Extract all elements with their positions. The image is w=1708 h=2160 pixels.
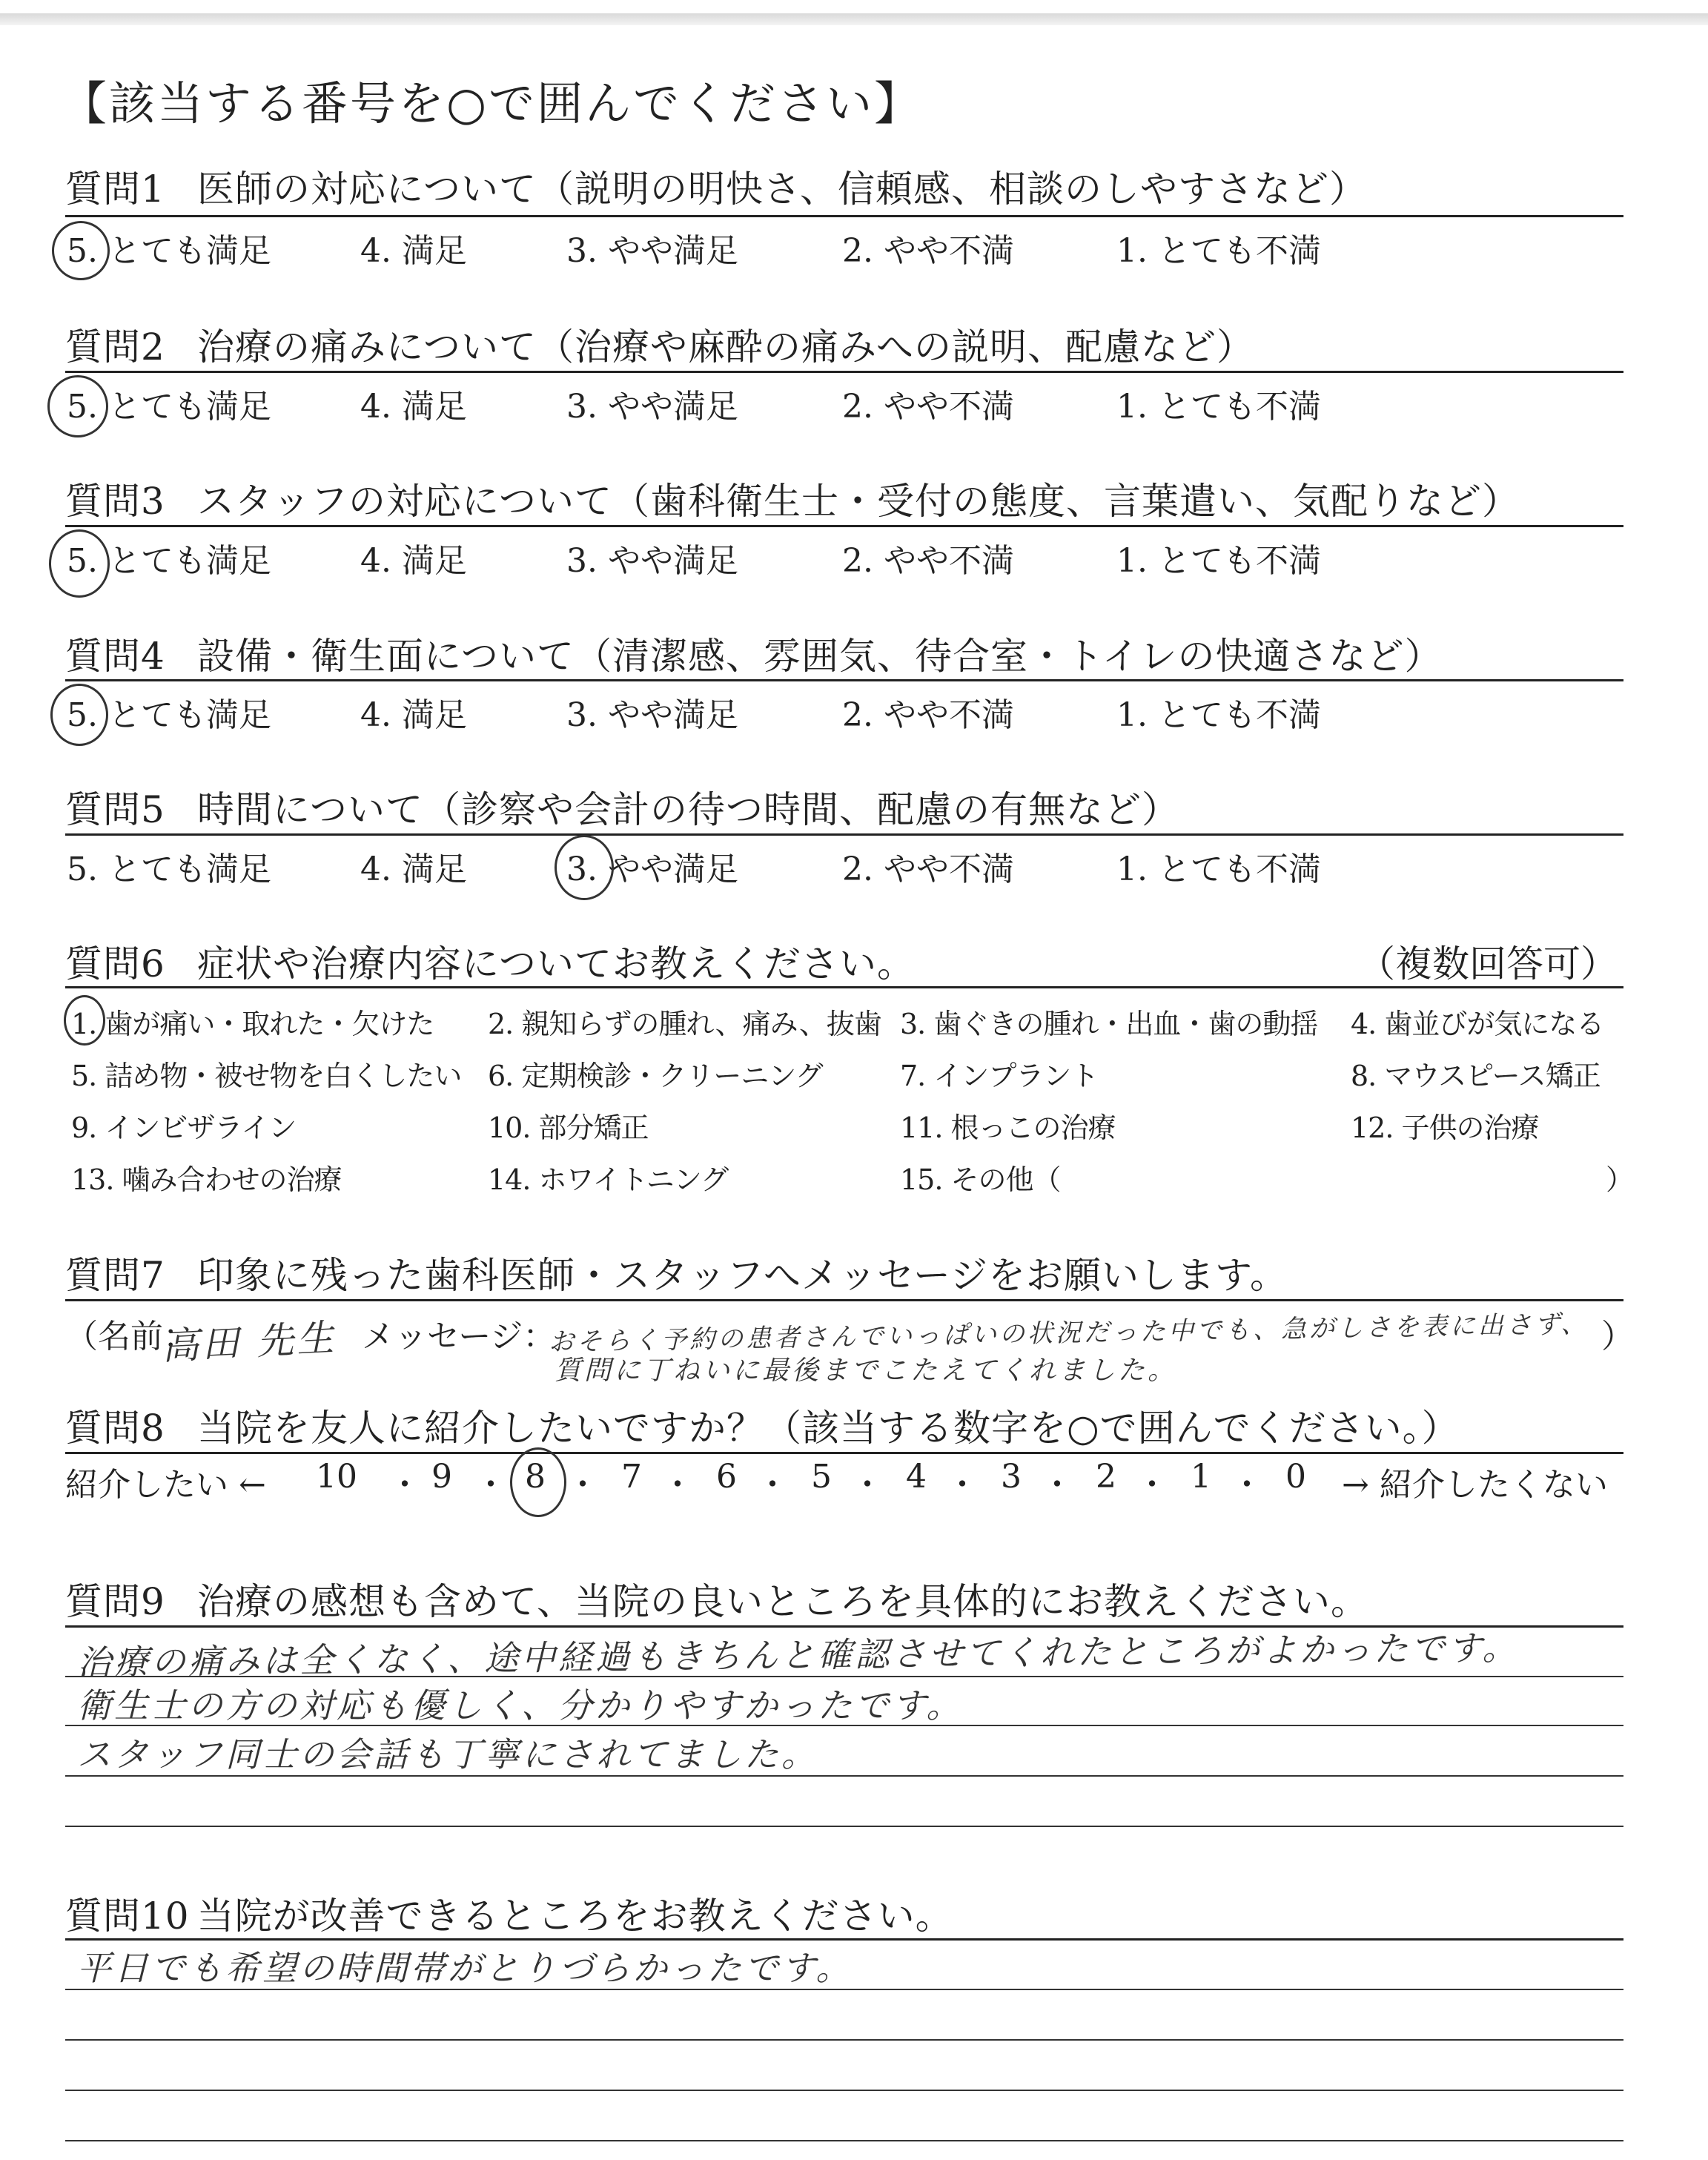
answer-line	[65, 2140, 1623, 2141]
q6-option-1[interactable]: 1. 歯が痛い・取れた・欠けた	[71, 1008, 434, 1040]
q6-option-3[interactable]: 3. 歯ぐきの腫れ・出血・歯の動揺	[900, 1008, 1318, 1040]
q6-option-7[interactable]: 7. インプラント	[900, 1060, 1099, 1092]
scale-6[interactable]: 6	[716, 1458, 737, 1496]
question-number: 質問5	[65, 788, 165, 831]
scale-separator: ・	[756, 1466, 789, 1504]
option-2[interactable]: 2. やや不満	[842, 696, 1014, 734]
question-rule	[65, 525, 1623, 527]
option-5[interactable]: 5. とても満足	[67, 851, 271, 888]
question-1	[65, 159, 1367, 213]
option-1[interactable]: 1. とても不満	[1116, 232, 1321, 270]
option-3[interactable]: 3. やや満足	[566, 232, 738, 270]
handwritten-name: 高田 先生	[160, 1315, 338, 1369]
message-label: メッセージ：	[362, 1318, 556, 1355]
selection-circle	[49, 529, 110, 598]
scan-edge-shadow	[0, 13, 1708, 25]
question-rule	[65, 986, 1623, 988]
question-text: 印象に残った歯科医師・スタッフへメッセージをお願いします。	[197, 1254, 1288, 1297]
question-text: 当院を友人に紹介したいですか？（該当する数字を○で囲んでください。）	[197, 1407, 1460, 1450]
scale-separator: ・	[566, 1466, 599, 1504]
option-2[interactable]: 2. やや不満	[842, 388, 1014, 426]
option-3[interactable]: 3. やや満足	[566, 388, 738, 426]
scale-0[interactable]: 0	[1285, 1458, 1306, 1496]
option-5[interactable]: 5. とても満足	[67, 388, 271, 426]
option-4[interactable]: 4. 満足	[360, 542, 467, 580]
option-3[interactable]: 3. やや満足	[566, 542, 738, 580]
question-4	[65, 627, 1443, 680]
option-3[interactable]: 3. やや満足	[566, 696, 738, 734]
handwritten-improvement-line-1: 平日でも希望の時間帯がとりづらかったです。	[77, 1948, 853, 1988]
handwritten-answer-line-3: スタッフ同士の会話も丁寧にされてました。	[77, 1734, 818, 1774]
option-5[interactable]: 5. とても満足	[67, 696, 271, 734]
handwritten-answer-line-1: 治療の痛みは全くなく、途中経過もきちんと確認させてくれたところがよかったです。	[76, 1627, 1520, 1683]
scale-separator: ・	[1041, 1466, 1073, 1504]
question-rule	[65, 833, 1623, 836]
question-5	[65, 780, 1179, 833]
question-number: 質問6	[65, 942, 165, 985]
scale-8[interactable]: 8	[525, 1458, 546, 1496]
option-5[interactable]: 5. とても満足	[67, 232, 271, 270]
answer-line	[65, 2090, 1623, 2091]
multiple-answers-note: （複数回答可）	[1358, 942, 1618, 985]
selection-circle	[555, 835, 614, 900]
selection-circle	[510, 1447, 566, 1517]
q6-option-11[interactable]: 11. 根っこの治療	[900, 1112, 1116, 1144]
question-number: 質問2	[65, 326, 165, 369]
option-4[interactable]: 4. 満足	[360, 696, 467, 734]
scale-9[interactable]: 9	[431, 1458, 452, 1496]
option-4[interactable]: 4. 満足	[360, 232, 467, 270]
instruction-header: 【該当する番号を○で囲んでください】	[61, 76, 923, 131]
question-2	[65, 317, 1254, 371]
scale-separator: ・	[474, 1466, 507, 1504]
question-rule	[65, 1452, 1623, 1454]
question-number: 質問8	[65, 1407, 165, 1450]
question-7	[65, 1246, 1288, 1299]
option-1[interactable]: 1. とても不満	[1116, 851, 1321, 888]
q6-option-5[interactable]: 5. 詰め物・被せ物を白くしたい	[71, 1060, 462, 1092]
q6-option-12[interactable]: 12. 子供の治療	[1351, 1112, 1539, 1144]
question-number: 質問7	[65, 1254, 165, 1297]
question-rule	[65, 215, 1623, 217]
scale-7[interactable]: 7	[621, 1458, 642, 1496]
scale-10[interactable]: 10	[316, 1458, 357, 1496]
referral-scale	[65, 1458, 1623, 1502]
question-rule	[65, 679, 1623, 681]
selection-circle	[52, 221, 110, 280]
question-text: スタッフの対応について（歯科衛生士・受付の態度、言葉遣い、気配りなど）	[197, 480, 1520, 523]
option-4[interactable]: 4. 満足	[360, 388, 467, 426]
option-5[interactable]: 5. とても満足	[67, 542, 271, 580]
question-text: 当院が改善できるところをお教えください。	[196, 1895, 953, 1938]
selection-circle	[50, 684, 108, 746]
q4-options	[65, 688, 1623, 733]
selection-circle	[47, 375, 108, 437]
scale-separator: ・	[661, 1466, 694, 1504]
q6-other-close: ）	[1606, 1163, 1634, 1196]
answer-line	[65, 1826, 1623, 1827]
q6-option-8[interactable]: 8. マウスピース矯正	[1351, 1060, 1601, 1092]
scale-separator: ・	[1136, 1466, 1168, 1504]
q3-options	[65, 534, 1623, 578]
question-3	[65, 472, 1520, 525]
option-4[interactable]: 4. 満足	[360, 851, 467, 888]
scale-3[interactable]: 3	[1001, 1458, 1022, 1496]
question-number: 質問10	[65, 1895, 190, 1938]
q6-option-9[interactable]: 9. インビザライン	[71, 1112, 297, 1144]
scale-right-label: → 紹介したくない	[1342, 1466, 1608, 1504]
question-9	[65, 1572, 1368, 1625]
option-1[interactable]: 1. とても不満	[1116, 388, 1321, 426]
question-rule	[65, 1299, 1623, 1301]
question-number: 質問3	[65, 480, 165, 523]
scale-separator: ・	[388, 1466, 421, 1504]
question-number: 質問9	[65, 1580, 165, 1623]
question-6	[65, 934, 915, 988]
scale-separator: ・	[1231, 1466, 1263, 1504]
option-1[interactable]: 1. とても不満	[1116, 542, 1321, 580]
q6-option-13[interactable]: 13. 噛み合わせの治療	[71, 1163, 342, 1196]
question-text: 設備・衛生面について（清潔感、雰囲気、待合室・トイレの快適さなど）	[197, 635, 1443, 678]
question-text: 医師の対応について（説明の明快さ、信頼感、相談のしやすさなど）	[197, 168, 1367, 211]
q6-option-15[interactable]: 15. その他（	[900, 1163, 1061, 1196]
q6-option-10[interactable]: 10. 部分矯正	[488, 1112, 649, 1144]
scale-separator: ・	[946, 1466, 979, 1504]
option-1[interactable]: 1. とても不満	[1116, 696, 1321, 734]
q6-option-2[interactable]: 2. 親知らずの腫れ、痛み、抜歯	[488, 1008, 881, 1040]
scale-left-label: 紹介したい ←	[65, 1466, 266, 1504]
question-number: 質問4	[65, 635, 165, 678]
q2-options	[65, 380, 1623, 424]
answer-line	[65, 1775, 1623, 1777]
question-number: 質問1	[65, 168, 165, 211]
q1-options	[65, 224, 1623, 268]
question-rule	[65, 371, 1623, 373]
question-10	[65, 1886, 953, 1940]
answer-line	[65, 1725, 1623, 1726]
answer-line	[65, 1989, 1623, 1990]
option-2[interactable]: 2. やや不満	[842, 542, 1014, 580]
answer-line	[65, 1676, 1623, 1677]
handwritten-message-line-1: おそらく予約の患者さんでいっぱいの状況だった中でも、急がしさを表に出さず、	[548, 1309, 1589, 1358]
answer-line	[65, 1938, 1623, 1941]
q6-option-6[interactable]: 6. 定期検診・クリーニング	[488, 1060, 823, 1092]
question-text: 治療の痛みについて（治療や麻酔の痛みへの説明、配慮など）	[197, 326, 1254, 369]
question-8	[65, 1398, 1460, 1452]
scale-separator: ・	[851, 1466, 884, 1504]
q6-option-4[interactable]: 4. 歯並びが気になる	[1351, 1008, 1604, 1040]
handwritten-answer-line-2: 衛生士の方の対応も優しく、分かりやすかったです。	[77, 1685, 964, 1725]
q6-option-14[interactable]: 14. ホワイトニング	[488, 1163, 729, 1196]
answer-line	[65, 2039, 1623, 2041]
scale-5[interactable]: 5	[811, 1458, 832, 1496]
question-text: 時間について（診察や会計の待つ時間、配慮の有無など）	[197, 788, 1179, 831]
option-3[interactable]: 3. やや満足	[566, 851, 738, 888]
option-2[interactable]: 2. やや不満	[842, 851, 1014, 888]
scale-4[interactable]: 4	[906, 1458, 927, 1496]
question-text: 治療の感想も含めて、当院の良いところを具体的にお教えください。	[197, 1580, 1368, 1623]
message-close: ）	[1601, 1318, 1634, 1355]
question-text: 症状や治療内容についてお教えください。	[197, 942, 915, 985]
scale-1[interactable]: 1	[1191, 1458, 1211, 1496]
q5-options	[65, 842, 1623, 887]
scale-2[interactable]: 2	[1096, 1458, 1116, 1496]
handwritten-message-line-2: 質問に丁ねいに最後までこたえてくれました。	[555, 1355, 1178, 1386]
selection-circle	[64, 995, 105, 1046]
option-2[interactable]: 2. やや不満	[842, 232, 1014, 270]
name-label: （名前：	[65, 1318, 196, 1355]
